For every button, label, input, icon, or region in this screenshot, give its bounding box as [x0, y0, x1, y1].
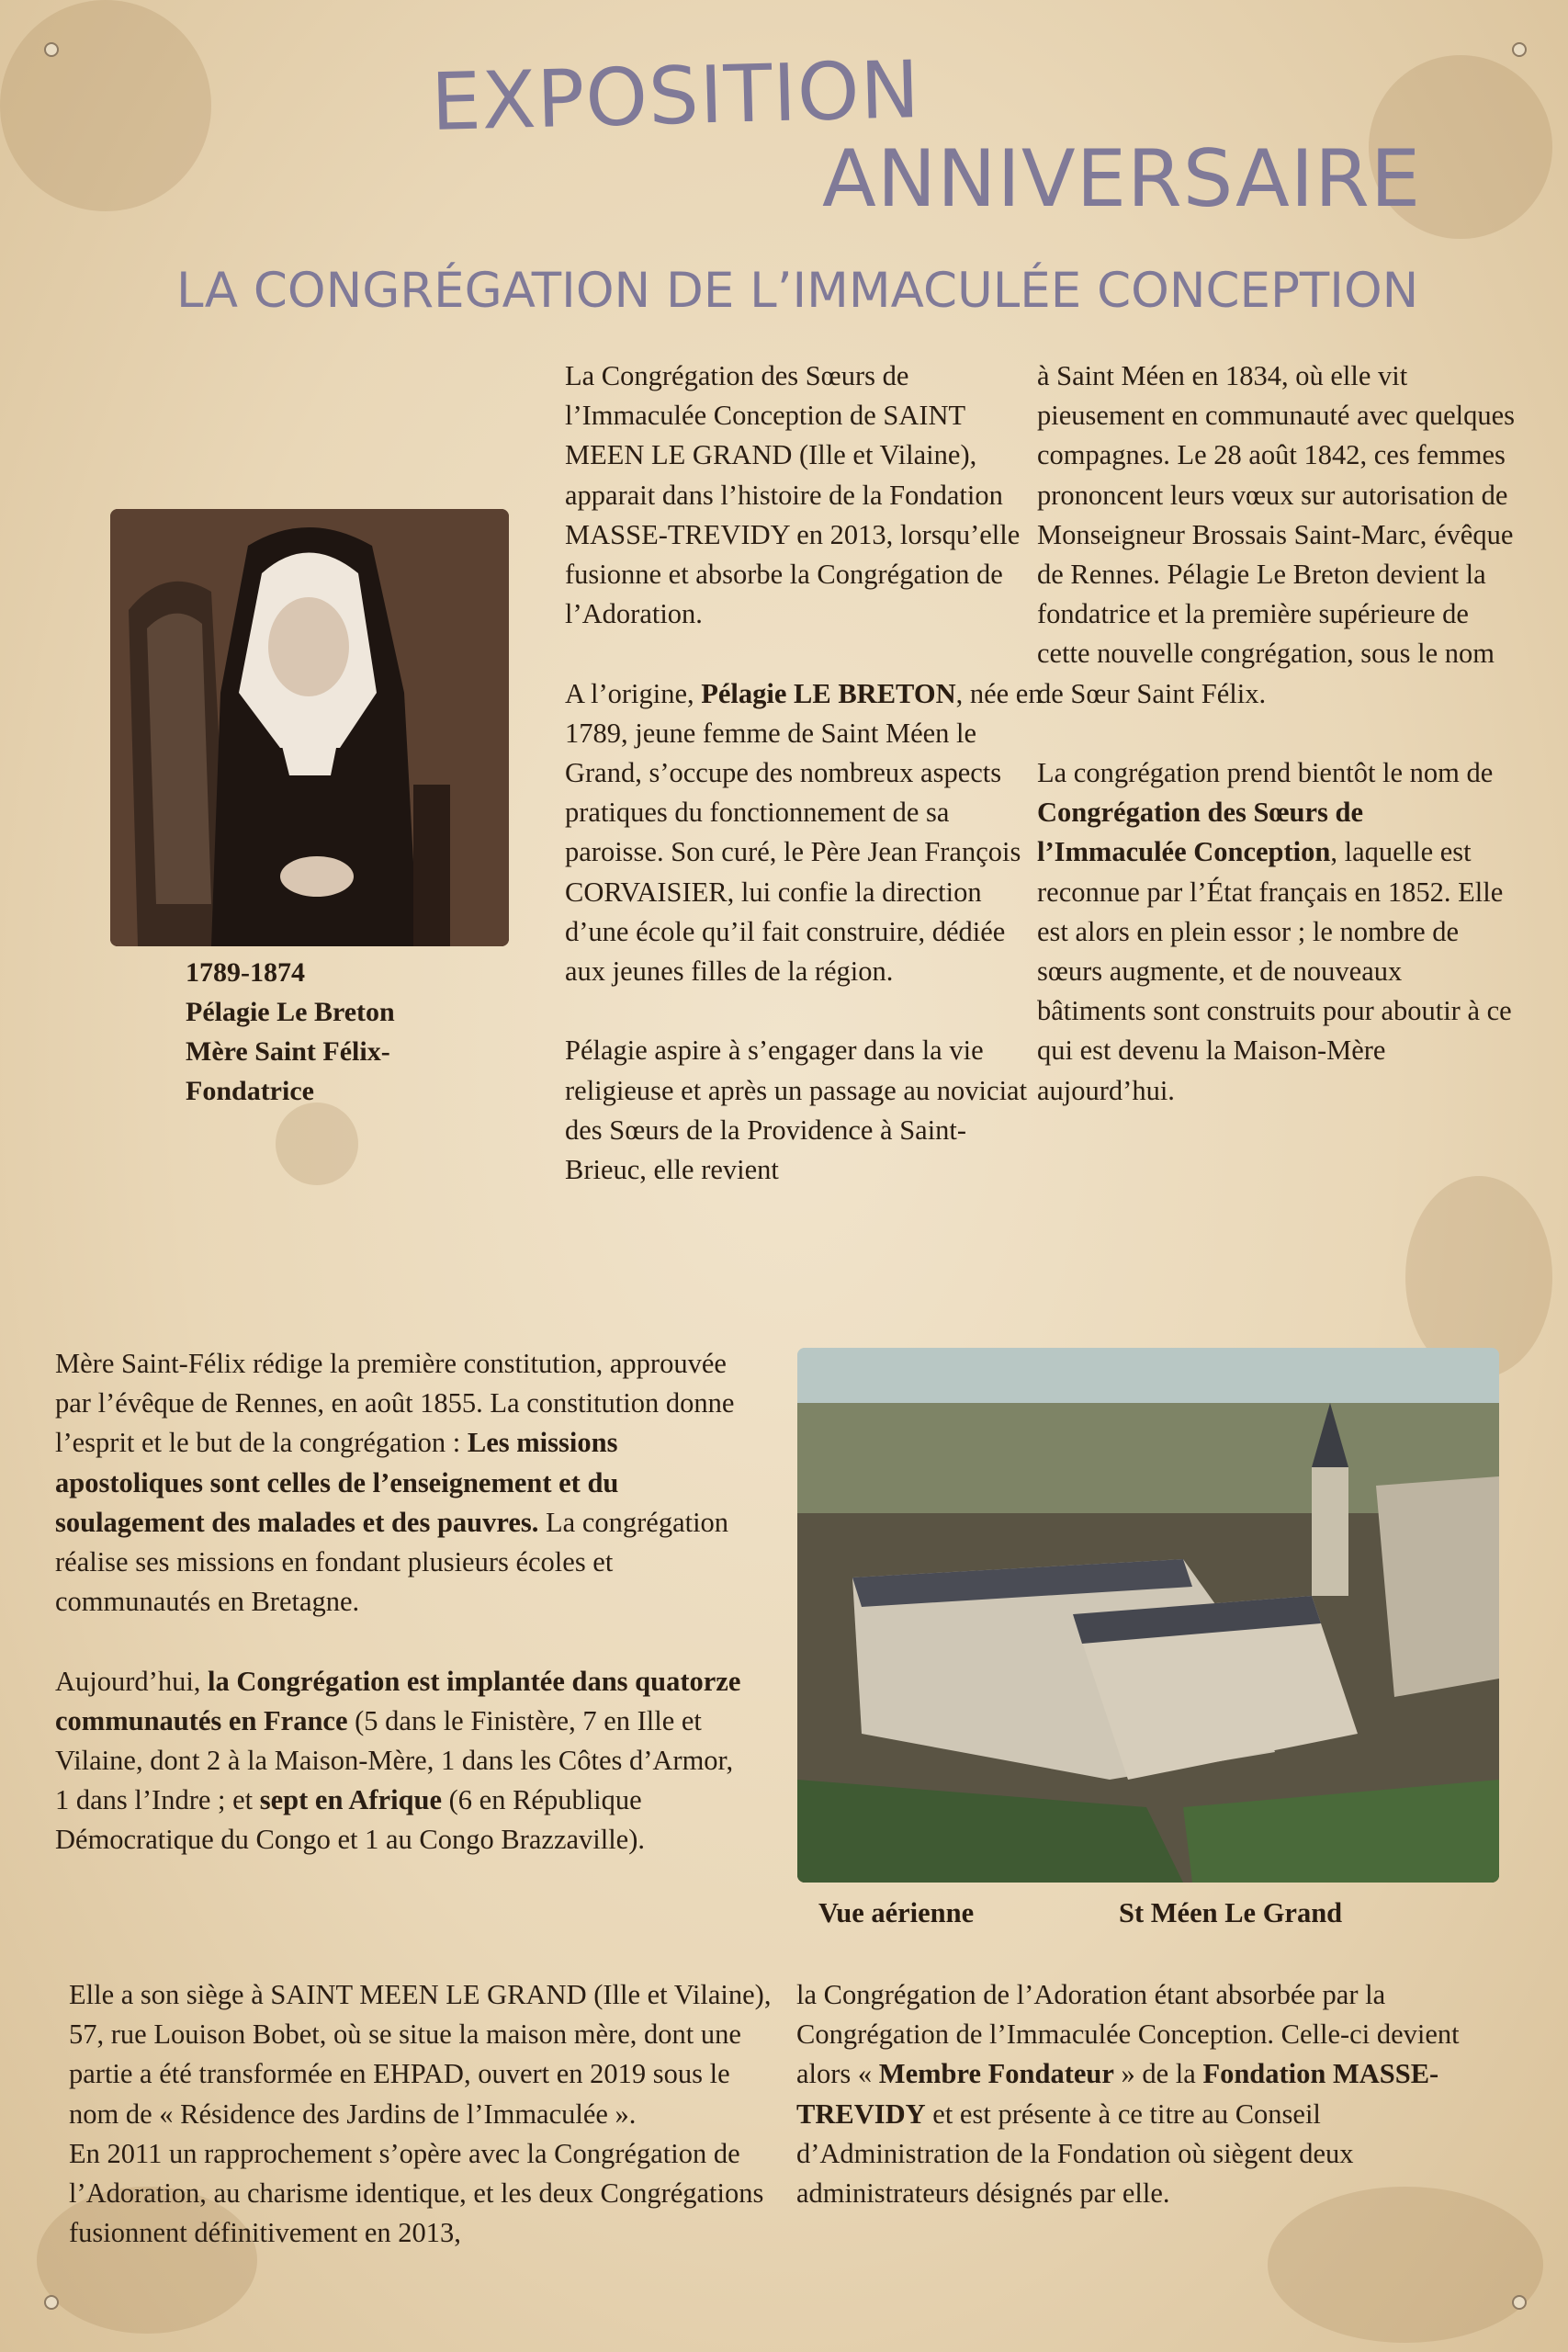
- communities-mid: (5 dans le Finistère, 7 en Ille et Vilaine, dont 2 à la Maison-Mère, 1 dans les Côtes d’Armor, 1 dans l’Indre ; et: [55, 1704, 734, 1816]
- column-right: [1037, 356, 1515, 1111]
- fondation-rest: et est présente à ce titre au Conseil d’Administration de la Fondation où siègent deux administrateurs désignés par elle.: [796, 2098, 1354, 2210]
- paper-stain: [0, 0, 211, 211]
- page-subtitle: LA CONGRÉGATION DE L’IMMACULÉE CONCEPTION: [176, 263, 1419, 319]
- constitution-rest: La congrégation réalise ses missions en fondant plusieurs écoles et communautés en Bretagne.: [55, 1506, 729, 1618]
- mid-paragraph-2: [565, 674, 1043, 992]
- paper-stain: [276, 1102, 358, 1185]
- communities-france: la Congrégation est implantée dans quatorze communautés en France: [55, 1665, 741, 1736]
- aerial-caption-left: Vue aérienne: [818, 1897, 975, 1928]
- mid-p2-rest: , née en 1789, jeune femme de Saint Méen le Grand, s’occupe des nombreux aspects pratiques du fonctionnement de sa paroisse. Son curé, le Père Jean François CORVAISIER, lui confie la direction d’une école qu’il fait construire, dédiée aux jeunes filles de la région.: [565, 677, 1043, 988]
- right-paragraph-1: à Saint Méen en 1834, où elle vit pieusement en communauté avec quelques compagnes. Le 28 août 1842, ces femmes prononcent leurs vœux sur autorisation de Monseigneur Brossais Saint-Marc, évêque de Rennes. Pélagie Le Breton devient la fondatrice et la première supérieure de cette nouvelle congrégation, sous le nom de Sœur Saint Félix.: [1037, 360, 1516, 709]
- portrait-illustration: [110, 509, 509, 946]
- right-p2-bold: Congrégation des Sœurs de l’Immaculée Conception: [1037, 797, 1364, 868]
- aerial-illustration: [797, 1348, 1499, 1883]
- column-middle: [565, 356, 1043, 1190]
- corner-grommet: [1512, 42, 1527, 57]
- aerial-caption-right: St Méen Le Grand: [1119, 1897, 1343, 1928]
- mid-p2-bold: Pélagie LE BRETON: [701, 677, 956, 709]
- fondation-paragraph: [796, 1975, 1513, 2213]
- fondation-section: [796, 1975, 1513, 2213]
- mid-p2-intro: A l’origine,: [565, 677, 702, 709]
- corner-grommet: [1512, 2295, 1527, 2310]
- siege-paragraph-2: En 2011 un rapprochement s’opère avec la Congrégation de l’Adoration, au charisme identique, et les deux Congrégations fusionnent définitivement en 2013,: [69, 2137, 764, 2249]
- communities-africa: sept en Afrique: [259, 1784, 442, 1816]
- constitution-intro: Mère Saint-Félix rédige la première constitution, approuvée par l’évêque de Rennes, en août 1855. La constitution donne l’esprit et le but de la congrégation :: [55, 1348, 735, 1459]
- portrait-photo: [110, 509, 509, 946]
- siege-paragraph-1: Elle a son siège à SAINT MEEN LE GRAND (Ille et Vilaine), 57, rue Louison Bobet, où se situe la maison mère, dont une partie a été transformée en EHPAD, ouvert en 2019 sous le nom de « Résidence des Jardins de l’Immaculée ».: [69, 1979, 772, 2130]
- fondation-name: Fondation MASSE-TREVIDY: [796, 2058, 1439, 2130]
- portrait-dates: 1789-1874: [186, 957, 305, 988]
- communities-paragraph: [55, 1662, 751, 1860]
- constitution-paragraph: [55, 1344, 751, 1622]
- title-line-1: EXPOSITION: [430, 44, 922, 149]
- corner-grommet: [44, 42, 59, 57]
- right-paragraph-2: [1037, 753, 1515, 1111]
- right-p2-rest: , laquelle est reconnue par l’État français en 1852. Elle est alors en plein essor ; le nombre de sœurs augmente, et de nouveaux bâtiments sont construits pour aboutir à ce qui est devenu la Maison-Mère aujourd’hui.: [1037, 836, 1512, 1106]
- aerial-photo: [797, 1348, 1499, 1883]
- constitution-section: [55, 1344, 751, 1860]
- communities-intro: Aujourd’hui,: [55, 1665, 209, 1697]
- mid-paragraph-3: Pélagie aspire à s’engager dans la vie religieuse et après un passage au noviciat des Sœurs de la Providence à Saint-Brieuc, elle revient: [565, 1035, 1028, 1186]
- constitution-missions: Les missions apostoliques sont celles de l’enseignement et du soulagement des malades et des pauvres.: [55, 1427, 619, 1538]
- fondation-membre-fondateur: Membre Fondateur: [878, 2058, 1114, 2090]
- portrait-role: Fondatrice: [186, 1076, 314, 1106]
- communities-rest: (6 en République Démocratique du Congo et 1 au Congo Brazzaville).: [55, 1784, 646, 1856]
- siege-section: [69, 1975, 781, 2253]
- title-line-2: ANNIVERSAIRE: [822, 133, 1422, 225]
- fondation-intro: la Congrégation de l’Adoration étant absorbée par la Congrégation de l’Immaculée Conception. Celle-ci devient alors «: [796, 1979, 1460, 2090]
- portrait-caption: [186, 953, 479, 1111]
- right-p2-intro: La congrégation prend bientôt le nom de: [1037, 757, 1494, 789]
- portrait-religious-name: Mère Saint Félix-: [186, 1036, 390, 1067]
- fondation-mid: » de la: [1113, 2058, 1203, 2090]
- mid-paragraph-1: La Congrégation des Sœurs de l’Immaculée Conception de SAINT MEEN LE GRAND (Ille et Vilaine), apparait dans l’histoire de la Fondation MASSE-TREVIDY en 2013, lorsqu’elle fusionne et absorbe la Congrégation de l’Adoration.: [565, 360, 1021, 630]
- portrait-name: Pélagie Le Breton: [186, 997, 395, 1027]
- corner-grommet: [44, 2295, 59, 2310]
